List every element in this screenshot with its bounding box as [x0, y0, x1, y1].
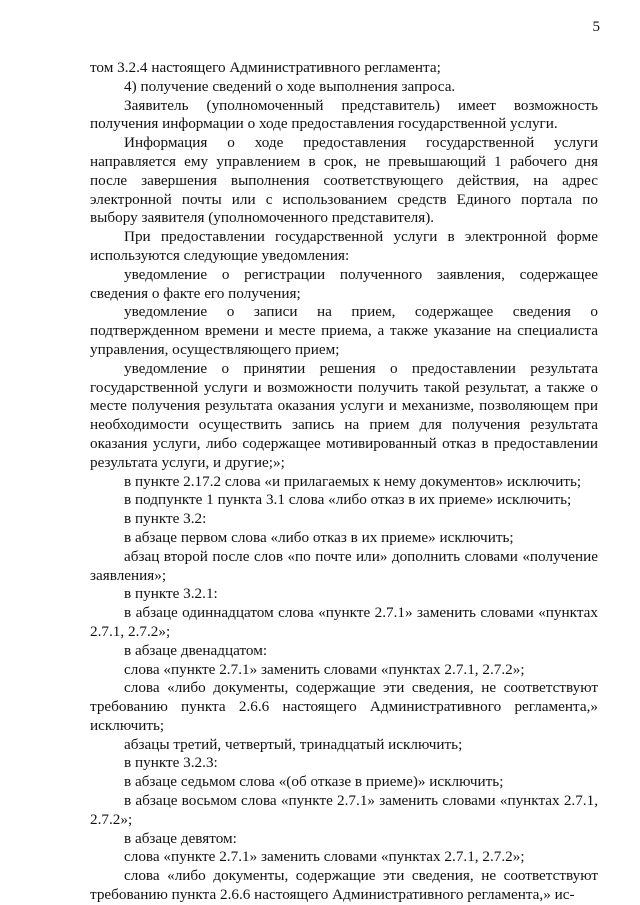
- paragraph: в подпункте 1 пункта 3.1 слова «либо отказ в их приеме» исключить;: [124, 491, 572, 509]
- document-body: [90, 59, 598, 905]
- paragraph: в абзаце восьмом слова «пункте 2.7.1» заменить словами «пунктах 2.7.1, 2.7.2»;: [90, 792, 598, 828]
- paragraph: абзацы третий, четвертый, тринадцатый исключить;: [124, 735, 463, 753]
- paragraph: слова «либо документы, содержащие эти сведения, не соответствуют требованию пункта 2.6.6 настоящего Административного регламента,» исключить;: [90, 679, 598, 734]
- paragraph: в пункте 2.17.2 слова «и прилагаемых к нему документов» исключить;: [124, 472, 582, 490]
- paragraph: в пункте 3.2:: [124, 510, 207, 528]
- paragraph: слова «пункте 2.7.1» заменить словами «пунктах 2.7.1, 2.7.2»;: [124, 660, 525, 678]
- paragraph: слова «либо документы, содержащие эти сведения, не соответствуют требованию пункта 2.6.6 настоящего Административного регламента,» ис-: [90, 867, 598, 904]
- paragraph: 4) получение сведений о ходе выполнения запроса.: [124, 77, 456, 95]
- paragraph: в абзаце двенадцатом:: [124, 641, 268, 659]
- paragraph: в абзаце первом слова «либо отказ в их приеме» исключить;: [124, 528, 514, 546]
- paragraph: в абзаце седьмом слова «(об отказе в приеме)» исключить;: [124, 773, 504, 791]
- paragraph: в абзаце девятом:: [124, 829, 237, 847]
- paragraph: уведомление о записи на прием, содержащее сведения о подтвержденном времени и месте приема, а также указание на специалиста управления, осуществляющего прием;: [90, 303, 598, 358]
- paragraph: абзац второй после слов «по почте или» дополнить словами «получение заявления»;: [90, 547, 598, 584]
- paragraph: уведомление о регистрации полученного заявления, содержащее сведения о факте его получения;: [90, 265, 598, 302]
- paragraph: уведомление о принятии решения о предоставлении результата государственной услуги и возможности получить такой результат, а также о месте получения результата оказания услуги и механизме, позволяющем при необходимости осуществить запись на прием для получения результата оказания услуги, либо содержащее мотивированный отказ в предоставлении результата услуги, и другие;»;: [90, 359, 598, 471]
- paragraph: в пункте 3.2.3:: [124, 754, 218, 772]
- paragraph: При предоставлении государственной услуги в электронной форме используются следующие уведомления:: [90, 228, 598, 264]
- paragraph: в пункте 3.2.1:: [124, 585, 218, 603]
- paragraph: слова «пункте 2.7.1» заменить словами «пунктах 2.7.1, 2.7.2»;: [124, 848, 525, 866]
- paragraph: том 3.2.4 настоящего Административного регламента;: [90, 59, 441, 76]
- paragraph: в абзаце одиннадцатом слова «пункте 2.7.1» заменить словами «пунктах 2.7.1, 2.7.2»;: [90, 604, 598, 640]
- paragraph: Информация о ходе предоставления государственной услуги направляется ему управлением в срок, не превышающий 1 рабочего дня после завершения выполнения соответствующего действия, на адрес электронной почты или с использованием средств Единого портала по выбору заявителя (уполномоченного представителя).: [90, 134, 598, 227]
- paragraph: Заявитель (уполномоченный представитель) имеет возможность получения информации о ходе предоставления государственной услуги.: [90, 96, 598, 133]
- page-number: 5: [592, 19, 600, 35]
